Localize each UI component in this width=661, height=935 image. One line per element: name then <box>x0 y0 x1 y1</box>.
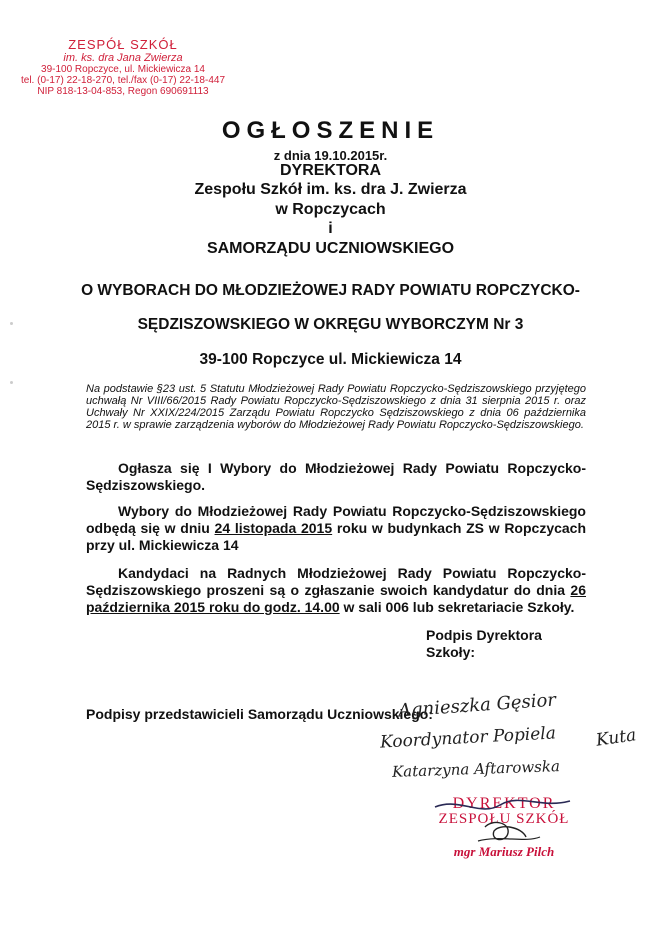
director-label-line-1: Podpis Dyrektora <box>426 627 542 643</box>
director-stamp-school: ZESPOŁU SZKÓŁ <box>438 811 570 827</box>
handwritten-signature-1: Agnieszka Gęsior <box>397 689 557 722</box>
announcement-paragraph: Ogłasza się I Wybory do Młodzieżowej Rady Powiatu Ropczycko-Sędziszowskiego. <box>86 460 586 493</box>
director-stamp-name: mgr Mariusz Pilch <box>453 844 555 859</box>
candidates-paragraph <box>86 565 586 616</box>
handwritten-signature-3: Kuta <box>594 725 638 751</box>
school-stamp-patron: im. ks. dra Jana Zwierza <box>63 52 183 65</box>
document-title: OGŁOSZENIE <box>221 117 440 144</box>
school-stamp-address: 39-100 Ropczyce, ul. Mickiewicza 14 <box>41 64 205 76</box>
council-signatures-label: Podpisy przedstawicieli Samorządu Uczniowskiego: <box>86 706 433 722</box>
director-stamp-title: DYREKTOR <box>452 795 556 812</box>
candidates-text-before: Kandydaci na Radnych Młodzieżowej Rady Powiatu Ropczycko-Sędziszowskiego proszeni są o zgłaszanie swoich kandydatur do dnia <box>86 565 586 598</box>
school-stamp-name: ZESPÓŁ SZKÓŁ <box>68 37 178 52</box>
scan-speck <box>10 322 13 325</box>
subject-heading-line-2: SĘDZISZOWSKIEGO W OKRĘGU WYBORCZYM Nr 3 <box>137 316 524 333</box>
issuer-line-1: DYREKTORA <box>279 162 382 179</box>
issuer-line-4: i <box>328 220 333 237</box>
subject-heading-line-1: O WYBORACH DO MŁODZIEŻOWEJ RADY POWIATU ROPCZYCKO- <box>81 282 580 299</box>
school-stamp-phone: tel. (0-17) 22-18-270, tel./fax (0-17) 22-18-447 <box>21 75 225 87</box>
election-date-text-before: Wybory do Młodzieżowej Rady Powiatu Ropczycko-Sędziszowskiego odbędą się w dniu <box>86 503 586 536</box>
school-stamp <box>18 38 228 97</box>
director-signature-scribble <box>430 797 580 857</box>
issuer-line-3: w Ropczycach <box>275 201 386 218</box>
election-date: 24 listopada 2015 <box>214 520 333 536</box>
issuer-line-2: Zespołu Szkół im. ks. dra J. Zwierza <box>194 181 467 198</box>
legal-basis-paragraph: Na podstawie §23 ust. 5 Statutu Młodzieżowej Rady Powiatu Ropczycko-Sędziszowskiego przyjętego uchwałą Nr VIII/66/2015 Rady Powiatu Ropczycko-Sędziszowskiego z dnia 31 sierpnia 2015 r. oraz Uchwały Nr XXIX/224/2015 Zarządu Powiatu Ropczycko Sędziszowskiego z dnia 06 października 2015 r. w sprawie zarządzenia wyborów do Młodzieżowej Rady Powiatu Ropczycko-Sędziszowskiego. <box>86 383 586 431</box>
scan-speck <box>10 381 13 384</box>
issuer-line-5: SAMORZĄDU UCZNIOWSKIEGO <box>206 240 455 257</box>
candidates-deadline: 26 października 2015 roku do godz. 14.00 <box>86 582 586 615</box>
director-signature-label <box>426 627 542 661</box>
subject-address: 39-100 Ropczyce ul. Mickiewicza 14 <box>199 351 462 368</box>
candidates-text-after: w sali 006 lub sekretariacie Szkoły. <box>339 599 575 615</box>
handwritten-signature-2: Koordynator Popiela <box>379 723 557 753</box>
director-label-line-2: Szkoły: <box>426 644 476 660</box>
handwritten-signature-4: Katarzyna Aftarowska <box>391 757 561 781</box>
document-date: z dnia 19.10.2015r. <box>273 148 388 163</box>
election-date-paragraph <box>86 503 586 554</box>
election-date-text-after: roku w budynkach ZS w Ropczycach przy ul. Mickiewicza 14 <box>86 520 587 553</box>
school-stamp-tax-ids: NIP 818-13-04-853, Regon 690691113 <box>37 86 209 98</box>
